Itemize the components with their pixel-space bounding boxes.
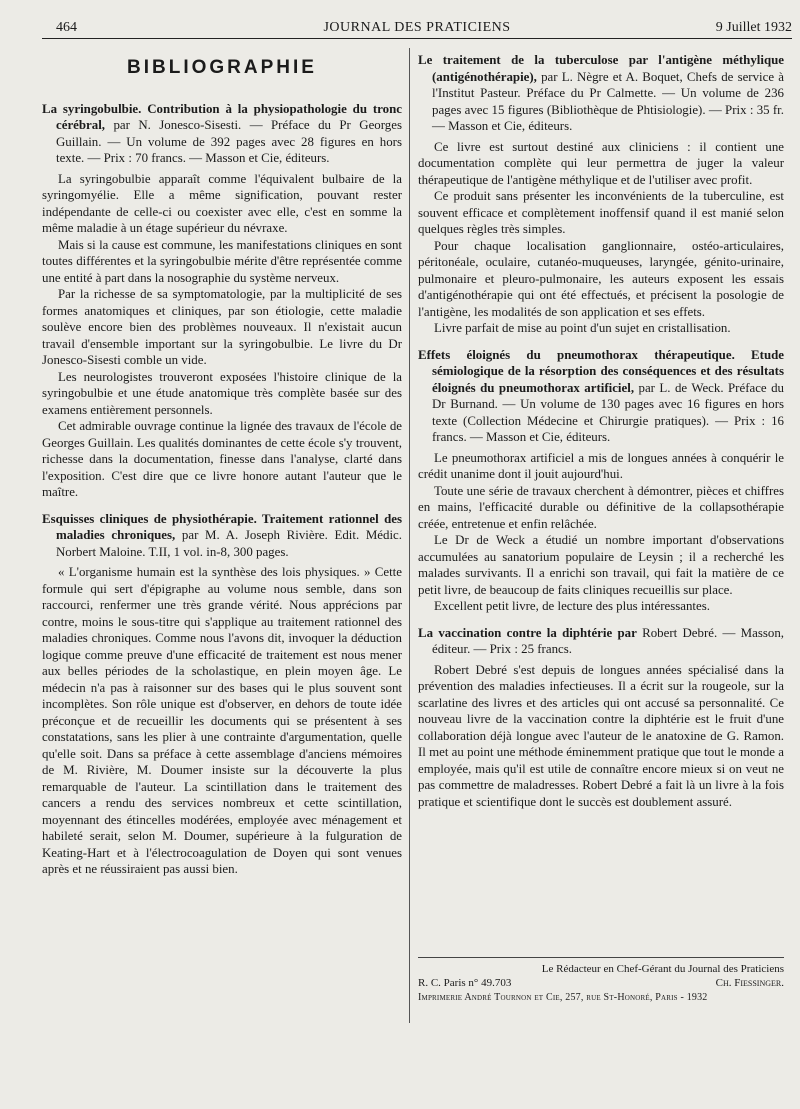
section-title: BIBLIOGRAPHIE <box>127 57 317 78</box>
review-paragraph: Ce livre est surtout destiné aux cliniciens : il contient une documentation complète qui leur permettra de juger la valeur thérapeutique de l'antigène méthylique et de l'utiliser avec profit. <box>418 139 784 187</box>
right-column <box>418 52 784 820</box>
book-title: Esquisses cliniques de physiothérapie. Traitement rationnel des maladies chroniques, <box>42 511 402 542</box>
footer-rc: R. C. Paris n° 49.703 <box>418 977 512 989</box>
book-review <box>42 101 402 501</box>
review-paragraph: Les neurologistes trouveront exposées l'histoire clinique de la syringobulbie et une étude anatomique très complète basée sur des examens entièrement personnels. <box>42 369 402 417</box>
review-heading <box>42 511 402 561</box>
left-column <box>42 52 402 888</box>
column-divider <box>409 48 410 1023</box>
book-review <box>418 347 784 615</box>
review-paragraph: Par la richesse de sa symptomatologie, par la multiplicité de ses formes anatomiques et cliniques, par son étiologie, cette maladie soulève encore bien des problèmes nouveaux. Il n'existait aucun travail d'ensemble important sur la syringobulbie. Le livre du Dr Jonesco-Sisesti comble un vide. <box>42 287 402 367</box>
book-review <box>418 52 784 337</box>
review-heading <box>42 101 402 167</box>
printer-line: Imprimerie André Tournon et Cie, 257, rue St-Honoré, Paris - 1932 <box>418 992 708 1003</box>
footer-editor-line: Le Rédacteur en Chef-Gérant du Journal des Praticiens <box>541 963 784 975</box>
book-title: Le traitement de la tuberculose par l'antigène méthylique (antigénothérapie), <box>418 53 784 84</box>
left-entries <box>42 101 402 878</box>
review-heading <box>418 347 784 446</box>
review-paragraph: Ce produit sans présenter les inconvénients de la tuberculine, est souvent efficace et complètement inoffensif quand il est manié selon quelques règles très simples. <box>418 189 784 236</box>
review-paragraph: Robert Debré s'est depuis de longues années spécialisé dans la prévention des maladies infectieuses. Il a écrit sur la rougeole, sur la scarlatine des livres et des articles qui ont accusé sa personnalité. Ce nouveau livre de la vaccination contre la diphtérie est le fruit d'une collaboration déjà longue avec l'auteur de le anatoxine de G. Ramon. Il met au point une méthode éminemment pratique que tout le monde a employée, mais qu'il est utile de connaître encore mieux si on veut ne pas commettre de maladresses. Robert Debré a fait là un livre à la fois pratique et scientifique dont le succès est doublement assuré. <box>418 662 784 809</box>
book-title: Effets éloignés du pneumothorax thérapeutique. Etude sémiologique de la résorption des conséquences et des résultats éloignés du pneumothorax artificiel, <box>418 347 784 395</box>
review-heading <box>418 52 784 135</box>
footer-registry <box>418 976 784 990</box>
review-paragraph: Le pneumothorax artificiel a mis de longues années à conquérir le crédit unanime dont il jouit aujourd'hui. <box>418 450 784 481</box>
review-paragraph: Excellent petit livre, de lecture des plus intéressantes. <box>434 599 710 613</box>
book-details: par L. Nègre et A. Boquet, Chefs de service à l'Institut Pasteur. Préface du Pr Calmette. — Un volume de 236 pages avec 15 figures (Bibliothèque de Phtisiologie). — Prix : 35 fr. — Masson et Cie, éditeurs. <box>432 69 784 133</box>
review-heading <box>418 625 784 658</box>
review-paragraph: Le Dr de Weck a étudié un nombre important d'observations accumulées au sanatorium populaire de Leysin ; il a recherché les malades survivants. Il a enrichi son travail, qui fait la matière de ce petit livre, de beaucoup de faits cliniques recueillis sur place. <box>418 533 784 597</box>
review-paragraph: Toute une série de travaux cherchent à démontrer, pièces et chiffres en mains, l'efficacité durable ou définitive de la collapsothérapie créée, entretenue et enfin relâchée. <box>418 483 784 531</box>
book-details: Robert Debré. — Masson, éditeur. — Prix : 25 francs. <box>432 625 784 656</box>
review-paragraph: Pour chaque localisation ganglionnaire, ostéo-articulaires, péritonéale, oculaire, cutanéo-muqueuses, laryngée, génito-urinaire, pulmonaire et pleuro-pulmonaire, les auteurs exposent les essais d'antigénothérapie qui ont été effectués, et précisent la posologie de l'antigène, les modalités de son application et ses effets. <box>418 238 784 319</box>
book-title: La vaccination contre la diphtérie par <box>418 625 637 640</box>
page-header <box>42 20 792 40</box>
review-paragraph: Mais si la cause est commune, les manifestations cliniques en sont toutes différentes et la syringobulbie mérite d'être représentée comme une entité à part dans la nosographie du système nerveux. <box>42 237 402 285</box>
book-details: par N. Jonesco-Sisesti. — Préface du Pr Georges Guillain. — Un volume de 392 pages avec 28 figures en hors texte. — Prix : 70 francs. — Masson et Cie, éditeurs. <box>56 118 402 165</box>
right-entries <box>418 52 784 810</box>
book-details: par L. de Weck. Préface du Dr Burnand. — Un volume de 130 pages avec 16 figures en hors texte (Collection Médecine et Chirurgie pratiques). — Prix : 16 francs. — Masson et Cie, éditeurs. <box>432 380 784 444</box>
issue-date: 9 Juillet 1932 <box>715 20 792 35</box>
review-paragraph: La syringobulbie apparaît comme l'équivalent bulbaire de la syringomyélie. Elle a même signification, pouvant rester indépendante de celle-ci ou coexister avec elle, c'est en somme la même maladie à un étage supérieur du névraxe. <box>42 171 402 235</box>
review-paragraph: « L'organisme humain est la synthèse des lois physiques. » Cette formule qui sert d'épigraphe au volume nous semble, dans son raccourci, renfermer une très grande vérité. Nous apprécions par contre, moins le sous-titre qui s'applique au traitement rationnel des maladies chroniques. Comme nous l'avons dit, invoquer la déduction logique comme preuve d'une efficacité de traitement est nous mener aux belles périodes de la scholastique, en plein moyen âge. Le médecin n'a pas à raisonner sur des bases qui le plus souvent sont incomplètes. Son rôle unique est d'observer, en dehors de toute idée préconçue et de recueillir les documents qui se présentent à ses constatations, sans les plier à une contrainte d'argumentation, quelle qu'elle soit. Dans sa préface à cette assemblage d'anciens mémoires de M. Rivière, M. Doumer insiste sur la découverte la plus remarquable de l'auteur. La scintillation dans le traitement des cancers a rendu des services nombreux et cette scintillation, moyennant des étincelles modérées, employée avec ménagement et habileté serait, selon M. Doumer, supérieure à la fulguration de Keating-Hart et à l'électrocoagulation de Doyen qui sont venues après et ne réussiraient pas aussi bien. <box>42 565 402 876</box>
review-paragraph: Cet admirable ouvrage continue la lignée des travaux de l'école de Georges Guillain. Les qualités dominantes de cette école s'y trouvent, richesse dans la documentation, finesse dans l'analyse, clarté dans l'exposition. C'est dire que ce livre honore autant l'auteur que le maître. <box>42 419 402 499</box>
page-number: 464 <box>56 20 77 35</box>
book-title: La syringobulbie. Contribution à la physiopathologie du tronc cérébral, <box>42 101 402 132</box>
journal-title: JOURNAL DES PRATICIENS <box>323 20 511 35</box>
footer-signer: Ch. Fiessinger. <box>715 977 784 989</box>
footer-rule <box>418 957 784 958</box>
review-paragraph: Livre parfait de mise au point d'un sujet en cristallisation. <box>434 321 731 335</box>
book-review <box>418 625 784 811</box>
book-review <box>42 511 402 878</box>
footer <box>418 962 784 990</box>
book-details: par M. A. Joseph Rivière. Edit. Médic. Norbert Maloine. T.II, 1 vol. in-8, 300 pages. <box>56 528 403 559</box>
header-rule <box>42 38 792 39</box>
